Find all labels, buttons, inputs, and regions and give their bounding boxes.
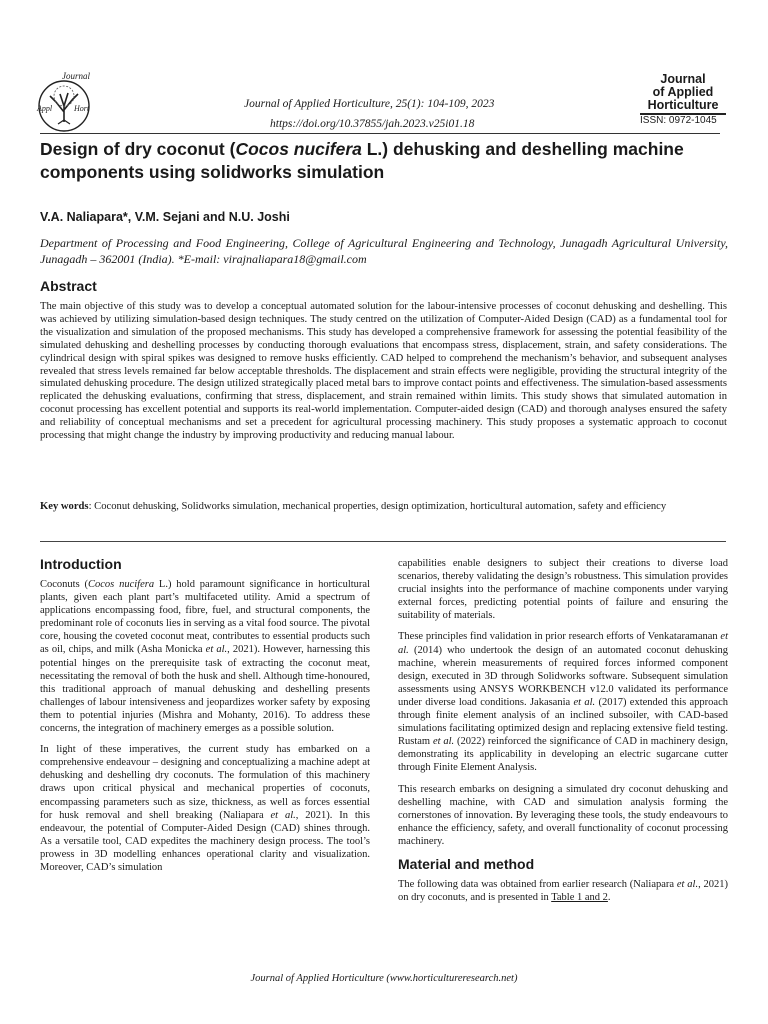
affiliation: Department of Processing and Food Engineering, College of Agricultural Engineering and Technology, Junagadh Agricultural University, Junagadh – 362001 (India). *E-mail: virajnaliapara18@gmail.com: [40, 236, 728, 266]
abstract-heading: Abstract: [40, 278, 97, 294]
left-column: [40, 556, 370, 882]
title-part-1: Design of dry coconut (: [40, 139, 236, 159]
introduction-heading: Introduction: [40, 556, 122, 572]
logo-text-right: Hort: [74, 104, 90, 113]
page-footer: Journal of Applied Horticulture (www.horticultureresearch.net): [250, 973, 518, 984]
author-list: V.A. Naliapara*, V.M. Sejani and N.U. Joshi: [40, 210, 290, 224]
paper-title: [40, 138, 730, 184]
section-divider: [40, 541, 726, 542]
journal-brand: [640, 73, 726, 112]
title-species: Cocos nucifera: [235, 139, 362, 159]
keywords-label: Key words: [40, 501, 89, 512]
right-column: [398, 557, 728, 912]
keywords: [40, 500, 727, 513]
keywords-text: : Coconut dehusking, Solidworks simulation, mechanical properties, design optimization, horticultural automation, safety and efficiency: [88, 501, 667, 512]
intro-paragraph-1: Coconuts (Cocos nucifera L.) hold paramount significance in horticultural plants, given each plant part’s multifaceted utility. Amid a spectrum of applications encompassing food, fibre, fuel, and structural components, the predominant role of coconuts lies in serving as a vital food source. The pivotal core, housing the coveted coconut meat, contributes to essential products such as oil, chips, and milk (Asha Monicka et al., 2021). However, harnessing this potential hinges on the prerequisite task of extracting the coconut meat, necessitating the removal of both the husk and shell. Although time-honoured, this traditional approach of manual dehusking and deshelling presents challenges of labour intensiveness and jeopardizes worker safety by exposing them to potential injuries (Mishra and Mohanty, 2016). To address these concerns, the integration of machinery emerges as a possible solution.: [40, 579, 371, 735]
title-part-2: L.) dehusking and deshelling machine components using solidworks simulation: [40, 139, 684, 182]
intro-paragraph-4: These principles find validation in prior research efforts of Venkataramanan et al. (2014) who undertook the design of an automated coconut dehusking machine, wherein measurements of required forces informed component design, executed in 3D through Solidworks software. Subsequent simulation assessments using ANSYS WORKBENCH v12.0 validated its performance under diverse load conditions. Jakasania et al. (2017) extended this approach through finite element analysis of an inclined subsoiler, with CAD-based simulations facilitating optimized design and replacing extensive field testing. Rustam et al. (2022) reinforced the significance of CAD in machinery design, demonstrating its applicability in developing an electric sugarcane cutter through Finite Element Analysis.: [398, 631, 729, 774]
table-reference-link[interactable]: Table 1 and 2: [551, 892, 608, 904]
intro-paragraph-2: In light of these imperatives, the current study has embarked on a comprehensive endeavour – designing and conceptualizing a machine adept at dehusking and deshelling dry coconuts. The formulation of this machinery draws upon critical physical and mechanical properties of coconuts, encompassing parameters such as size, thickness, as well as forces essential for husk removal and shell breaking (Naliapara et al., 2021). In this endeavour, the potential of Computer-Aided Design (CAD) shines through. As a versatile tool, CAD expedites the machinery design process. The tool’s prowess in 3D modelling enhances operational clarity and visualization. Moreover, CAD’s simulation: [40, 744, 370, 873]
methods-paragraph-1: The following data was obtained from earlier research (Naliapara et al., 2021) on dry coconuts, and is presented in Table 1 and 2.: [398, 878, 729, 904]
brand-line-2: of Applied: [652, 85, 714, 99]
header-divider: [40, 133, 720, 134]
intro-paragraph-5: This research embarks on designing a simulated dry coconut dehusking and deshelling machine, with CAD and simulation analysis forming the cornerstones of innovation. By leveraging these tools, the study endeavours to enhance the efficiency, safety, and overall functionality of coconut processing machinery.: [398, 783, 728, 847]
methods-heading: Material and method: [398, 855, 535, 872]
doi-link[interactable]: https://doi.org/10.37855/jah.2023.v25i01.18: [270, 118, 475, 130]
logo-text-top: Journal: [62, 72, 90, 81]
brand-line-1: Journal: [660, 72, 706, 86]
intro-paragraph-3: capabilities enable designers to subject their creations to diverse load scenarios, thereby validating the design’s robustness. This simulation provides crucial insights into the performance of machine components under varying external forces, predicting potential points of failure and ensuring the suitability of materials.: [398, 558, 728, 622]
abstract-text: The main objective of this study was to develop a conceptual automated solution for the labour-intensive processes of coconut dehusking and deshelling. This was achieved by utilizing simulation-based design techniques. The study centred on the utilization of Computer-Aided Design (CAD) as a fundamental tool for the visualization and simulation of the proposed mechanisms. This study has developed a comprehensive framework for assessing the potential feasibility of the simulated dehusking and deshelling processes by conducting thorough evaluations that encompass stress, displacement, strain, and safety considerations. The cylindrical design with spiral spikes was designed to remove husks efficiently. CAD helped to comprehend the mechanism’s behavior, and subsequent analyses revealed that stress levels remained far below acceptable thresholds. The displacement and strain effects were negligible, providing the structural integrity of the simulated dehusking procedure. The design utilized strategically placed metal bars to improve contact points and effectiveness. The simulation-based assessments replicated the dehusking evaluations, confirming that stress, displacement, and strain remained within limits. This study shows that simulated automation in coconut processing has excellent potential and supports its real-world implementation. Computer-aided design (CAD) and thorough analyses ensured the safety and reliability of conceptual mechanisms and set a precedent for agricultural processing machinery. This study proposes a systematic approach to coconut processing that might change the industry by improving productivity and reducing manual labour.: [40, 301, 727, 442]
journal-logo: [34, 72, 100, 134]
issn: ISSN: 0972-1045: [640, 115, 717, 126]
citation-line: Journal of Applied Horticulture, 25(1): 104-109, 2023: [244, 98, 495, 110]
logo-text-left: Appl: [37, 104, 53, 113]
brand-line-3: Horticulture: [647, 98, 719, 112]
